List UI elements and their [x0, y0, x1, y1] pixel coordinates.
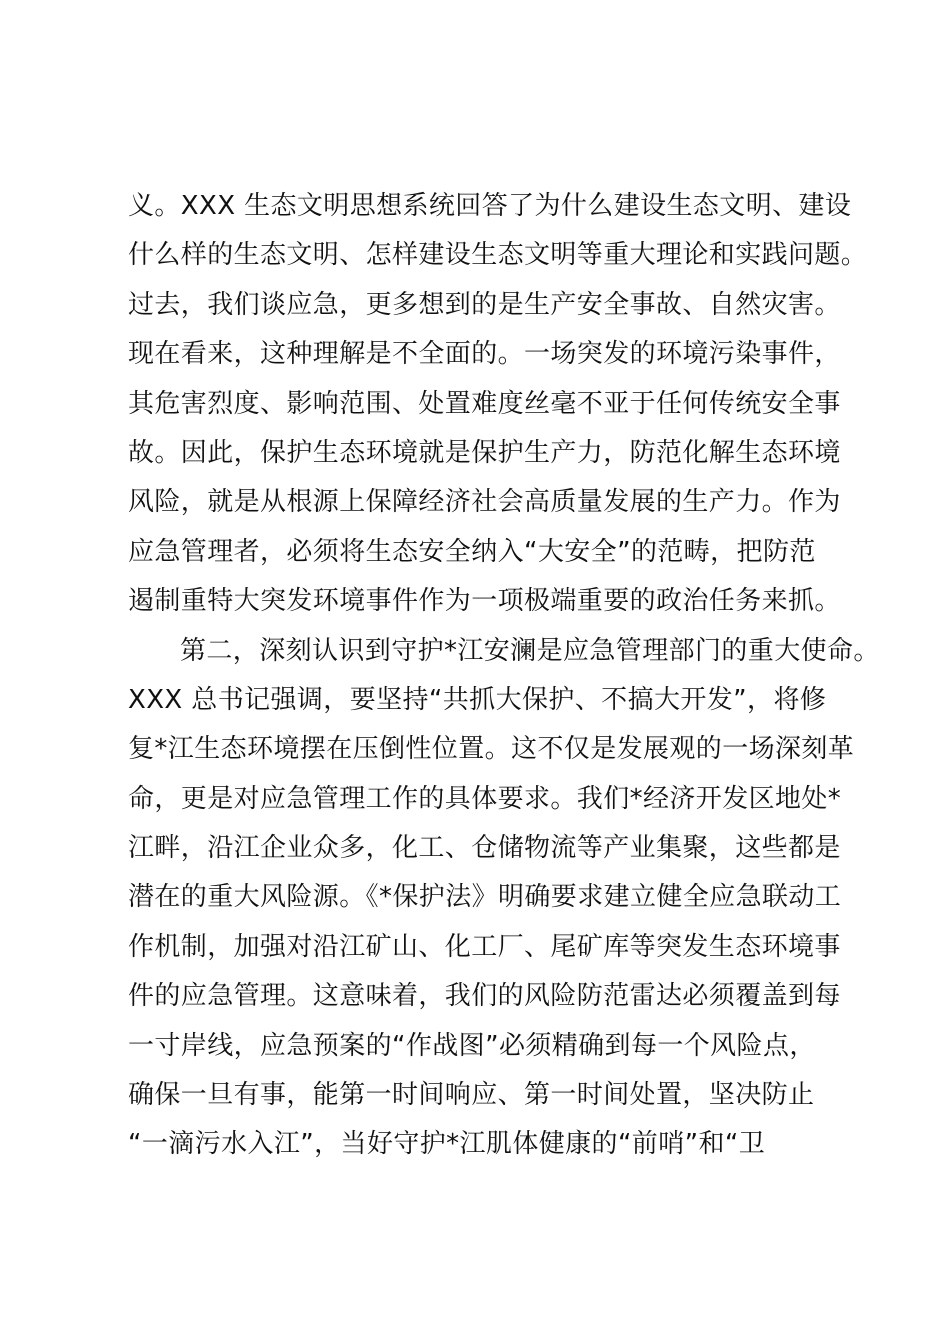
text-line: 确保一旦有事，能第一时间响应、第一时间处置，坚决防止	[128, 1080, 815, 1111]
text-line: XXX 总书记强调，要坚持“共抓大保护、不搞大开发”，将修	[128, 684, 827, 715]
body-text	[128, 182, 880, 1170]
text-line: 应急管理者，必须将生态安全纳入“大安全”的范畴，把防范	[128, 536, 816, 567]
text-line: 一寸岸线，应急预案的“作战图”必须精确到每一个风险点，	[128, 1030, 816, 1061]
text-line: 遏制重特大突发环境事件作为一项极端重要的政治任务来抓。	[128, 586, 841, 617]
text-line: 复*江生态环境摆在压倒性位置。这不仅是发展观的一场深刻革	[128, 734, 855, 765]
text-line: 风险，就是从根源上保障经济社会高质量发展的生产力。作为	[128, 487, 841, 518]
text-line: 潜在的重大风险源。《*保护法》明确要求建立健全应急联动工	[128, 882, 842, 913]
text-line: 江畔，沿江企业众多，化工、仓储物流等产业集聚，这些都是	[128, 833, 841, 864]
text-line: 什么样的生态文明、怎样建设生态文明等重大理论和实践问题。	[128, 240, 868, 271]
text-line: 作机制，加强对沿江矿山、化工厂、尾矿库等突发生态环境事	[128, 931, 841, 962]
text-line: 故。因此，保护生态环境就是保护生产力，防范化解生态环境	[128, 437, 841, 468]
text-line: 过去，我们谈应急，更多想到的是生产安全事故、自然灾害。	[128, 289, 841, 320]
text-line: 命，更是对应急管理工作的具体要求。我们*经济开发区地处*	[128, 783, 842, 814]
text-line: 件的应急管理。这意味着，我们的风险防范雷达必须覆盖到每	[128, 981, 841, 1012]
text-line: 现在看来，这种理解是不全面的。一场突发的环境污染事件，	[128, 339, 841, 370]
paragraph-start-line: 第二，深刻认识到守护*江安澜是应急管理部门的重大使命。	[180, 635, 880, 666]
text-line: “一滴污水入江”，当好守护*江肌体健康的“前哨”和“卫	[128, 1129, 766, 1160]
text-line: 其危害烈度、影响范围、处置难度丝毫不亚于任何传统安全事	[128, 388, 841, 419]
text-line: 义。XXX 生态文明思想系统回答了为什么建设生态文明、建设	[128, 191, 852, 221]
